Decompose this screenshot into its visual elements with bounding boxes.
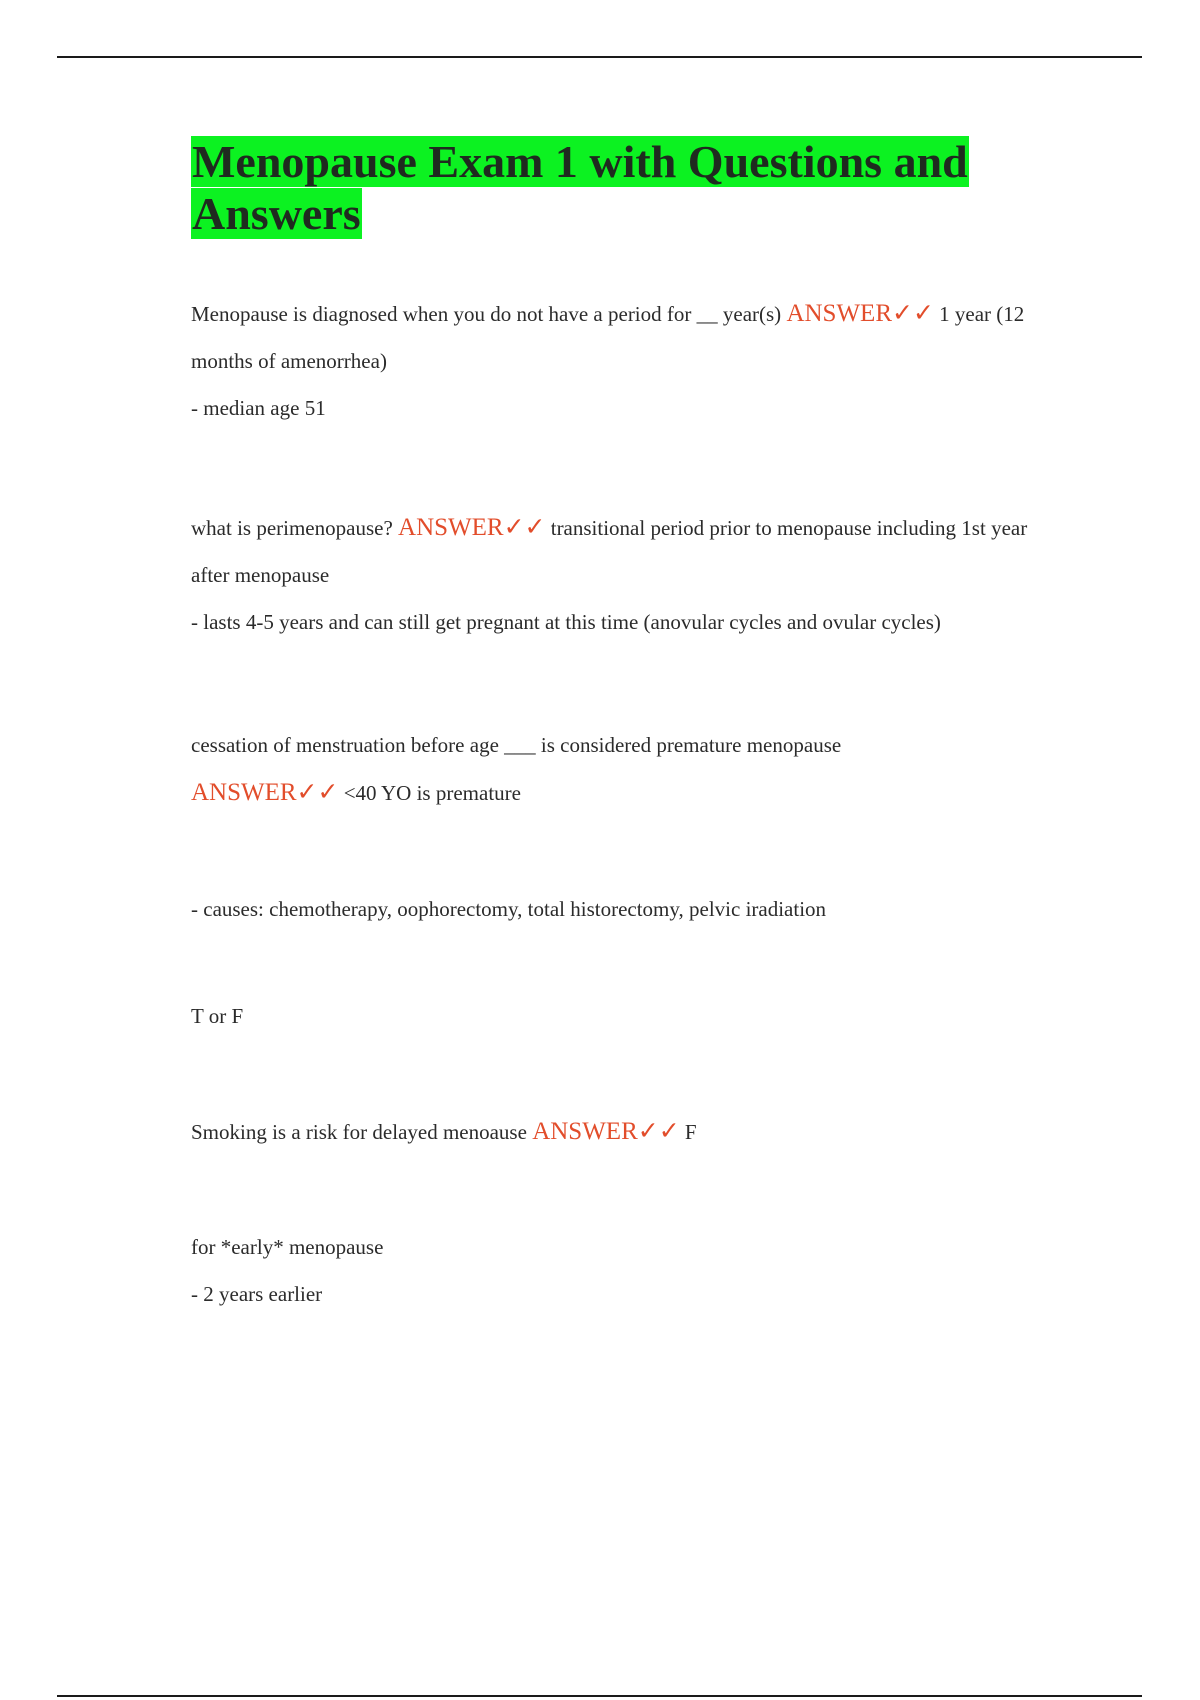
question-text: cessation of menstruation before age ___ is considered premature menopause xyxy=(191,733,842,757)
qa-item-3 xyxy=(191,722,1051,817)
top-rule xyxy=(57,56,1142,58)
qa-line xyxy=(191,504,1051,599)
qa-item-3-notes xyxy=(191,886,1051,933)
qa-line xyxy=(191,722,911,817)
note-line: for *early* menopause xyxy=(191,1235,384,1259)
question-text: what is perimenopause? xyxy=(191,516,399,540)
answer-text: F xyxy=(679,1120,697,1144)
qa-line xyxy=(191,1108,1051,1156)
answer-text: 1 year (12 months of amenorrhea) xyxy=(191,302,1030,373)
answer-marker: ANSWER✓✓ xyxy=(532,1118,680,1145)
answer-text: <40 YO is premature xyxy=(338,781,521,805)
question-text: Menopause is diagnosed when you do not have a period for __ year(s) xyxy=(191,302,787,326)
question-text: Smoking is a risk for delayed menoause xyxy=(191,1120,533,1144)
qa-item-2 xyxy=(191,504,1051,646)
document-page xyxy=(191,136,1051,1306)
qa-line xyxy=(191,290,1051,385)
note-line: - median age 51 xyxy=(191,396,326,420)
answer-marker: ANSWER✓✓ xyxy=(786,300,934,327)
answer-marker: ANSWER✓✓ xyxy=(191,779,339,806)
note-line: - causes: chemotherapy, oophorectomy, total historectomy, pelvic iradiation xyxy=(191,897,827,921)
qa-item-5-notes xyxy=(191,1224,1051,1318)
bottom-rule xyxy=(57,1695,1142,1697)
answer-marker: ANSWER✓✓ xyxy=(398,514,546,541)
document-title xyxy=(191,136,1051,240)
qa-item-1 xyxy=(191,290,1051,432)
qa-line: T or F xyxy=(191,1004,244,1028)
note-line: - 2 years earlier xyxy=(191,1282,323,1306)
qa-item-4 xyxy=(191,993,1051,1040)
qa-item-5 xyxy=(191,1108,1051,1156)
title-highlight: Menopause Exam 1 with Questions and Answers xyxy=(192,136,968,239)
note-line: - lasts 4-5 years and can still get pregnant at this time (anovular cycles and ovular cycles) xyxy=(191,610,941,634)
answer-text: transitional period prior to menopause including 1st year after menopause xyxy=(191,516,1033,587)
